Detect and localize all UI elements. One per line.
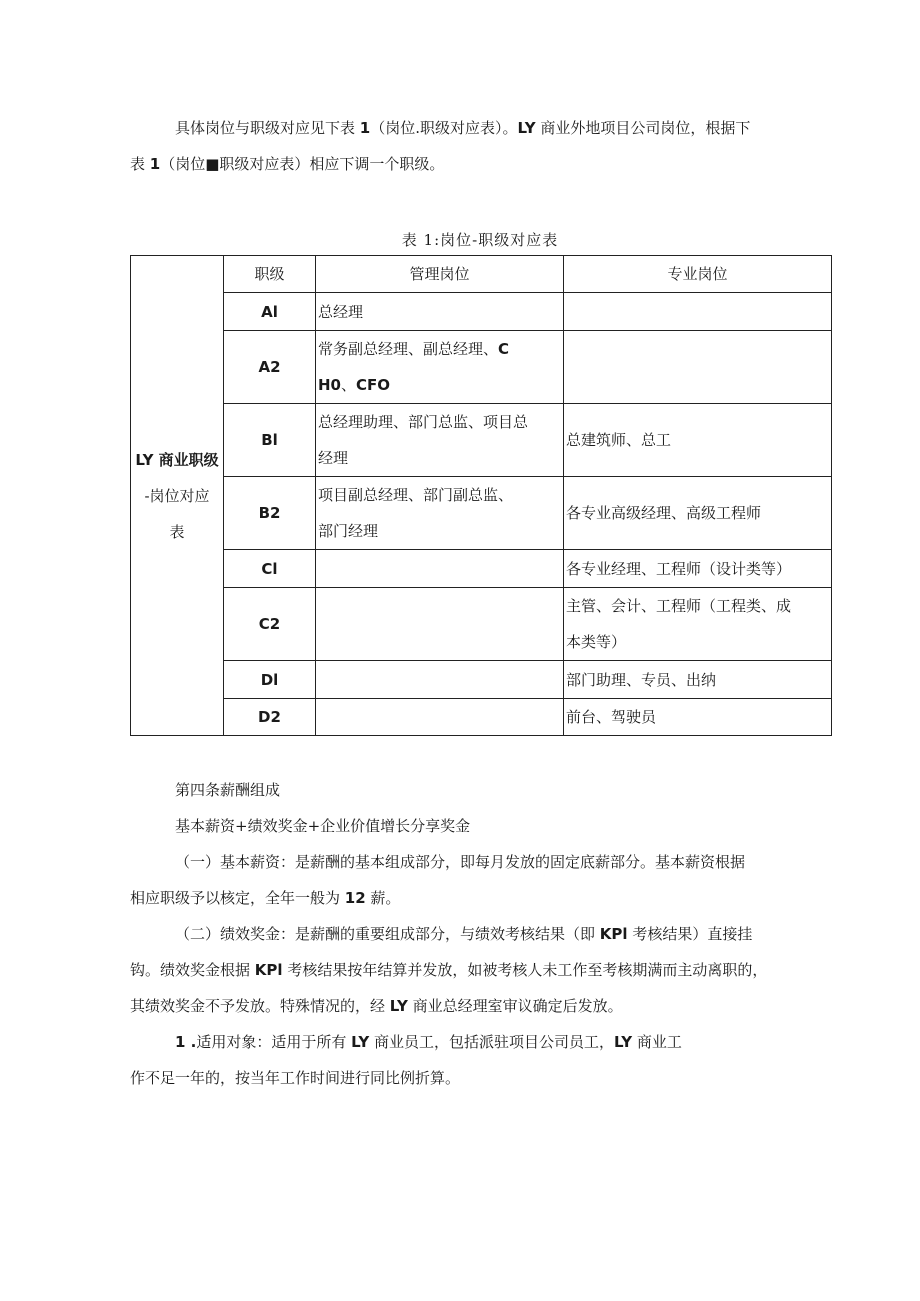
header-level: 职级 [224,256,316,293]
header-professional: 专业岗位 [564,256,832,293]
applicability-item: 1 .适用对象：适用于所有 LY 商业员工，包括派驻项目公司员工，LY 商业工 作不足一年的，按当年工作时间进行同比例折算。 [130,1033,682,1087]
management-cell [316,588,564,661]
table-row [131,550,832,588]
table-header-row [131,256,832,293]
management-cell [316,661,564,699]
professional-cell: 总建筑师、总工 [564,404,832,477]
management-cell: 总经理 [316,293,564,331]
position-level-table [130,255,832,736]
management-cell [316,550,564,588]
table-caption: 表 1:岗位-职级对应表 [401,231,559,249]
level-cell: Bl [224,404,316,477]
professional-cell: 各专业经理、工程师（设计类等） [564,550,832,588]
section-title: 第四条薪酬组成 [175,781,281,799]
table-row [131,661,832,699]
header-management: 管理岗位 [316,256,564,293]
management-cell: 常务副总经理、副总经理、C H0、CFO [316,331,564,404]
professional-cell: 部门助理、专员、出纳 [564,661,832,699]
table-row [131,477,832,550]
table-row [131,588,832,661]
level-cell: Al [224,293,316,331]
intro-line-1: 具体岗位与职级对应见下表 1（岗位.职级对应表）。LY 商业外地项目公司岗位，根据下 [175,119,751,137]
table-row [131,331,832,404]
professional-cell: 前台、驾驶员 [564,699,832,736]
level-cell: B2 [224,477,316,550]
professional-cell [564,293,832,331]
management-cell: 项目副总经理、部门副总监、 部门经理 [316,477,564,550]
management-cell [316,699,564,736]
professional-cell: 各专业高级经理、高级工程师 [564,477,832,550]
table-row [131,293,832,331]
table-row [131,404,832,477]
table-side-label: LY 商业职级 -岗位对应 表 [131,256,224,736]
professional-cell [564,331,832,404]
intro-paragraph [130,110,830,182]
management-cell: 总经理助理、部门总监、项目总 经理 [316,404,564,477]
level-cell: C2 [224,588,316,661]
level-cell: Cl [224,550,316,588]
performance-bonus-paragraph: （二）绩效奖金：是薪酬的重要组成部分，与绩效考核结果（即 KPl 考核结果）直接挂 钩。绩效奖金根据 KPl 考核结果按年结算并发放，如被考核人未工作至考核期满而主动离职的， 其绩效奖金不予发放。特殊情况的，经 LY 商业总经理室审议确定后发放。 [130,925,768,1015]
basic-salary-paragraph: （一）基本薪资：是薪酬的基本组成部分，即每月发放的固定底薪部分。基本薪资根据 相应职级予以核定，全年一般为 12 薪。 [130,853,746,907]
level-cell: D2 [224,699,316,736]
table-row [131,699,832,736]
level-cell: A2 [224,331,316,404]
salary-formula: 基本薪资+绩效奖金+企业价值增长分享奖金 [175,817,471,835]
intro-line-2: 表 1（岗位■职级对应表）相应下调一个职级。 [130,155,445,173]
professional-cell: 主管、会计、工程师（工程类、成 本类等） [564,588,832,661]
level-cell: Dl [224,661,316,699]
